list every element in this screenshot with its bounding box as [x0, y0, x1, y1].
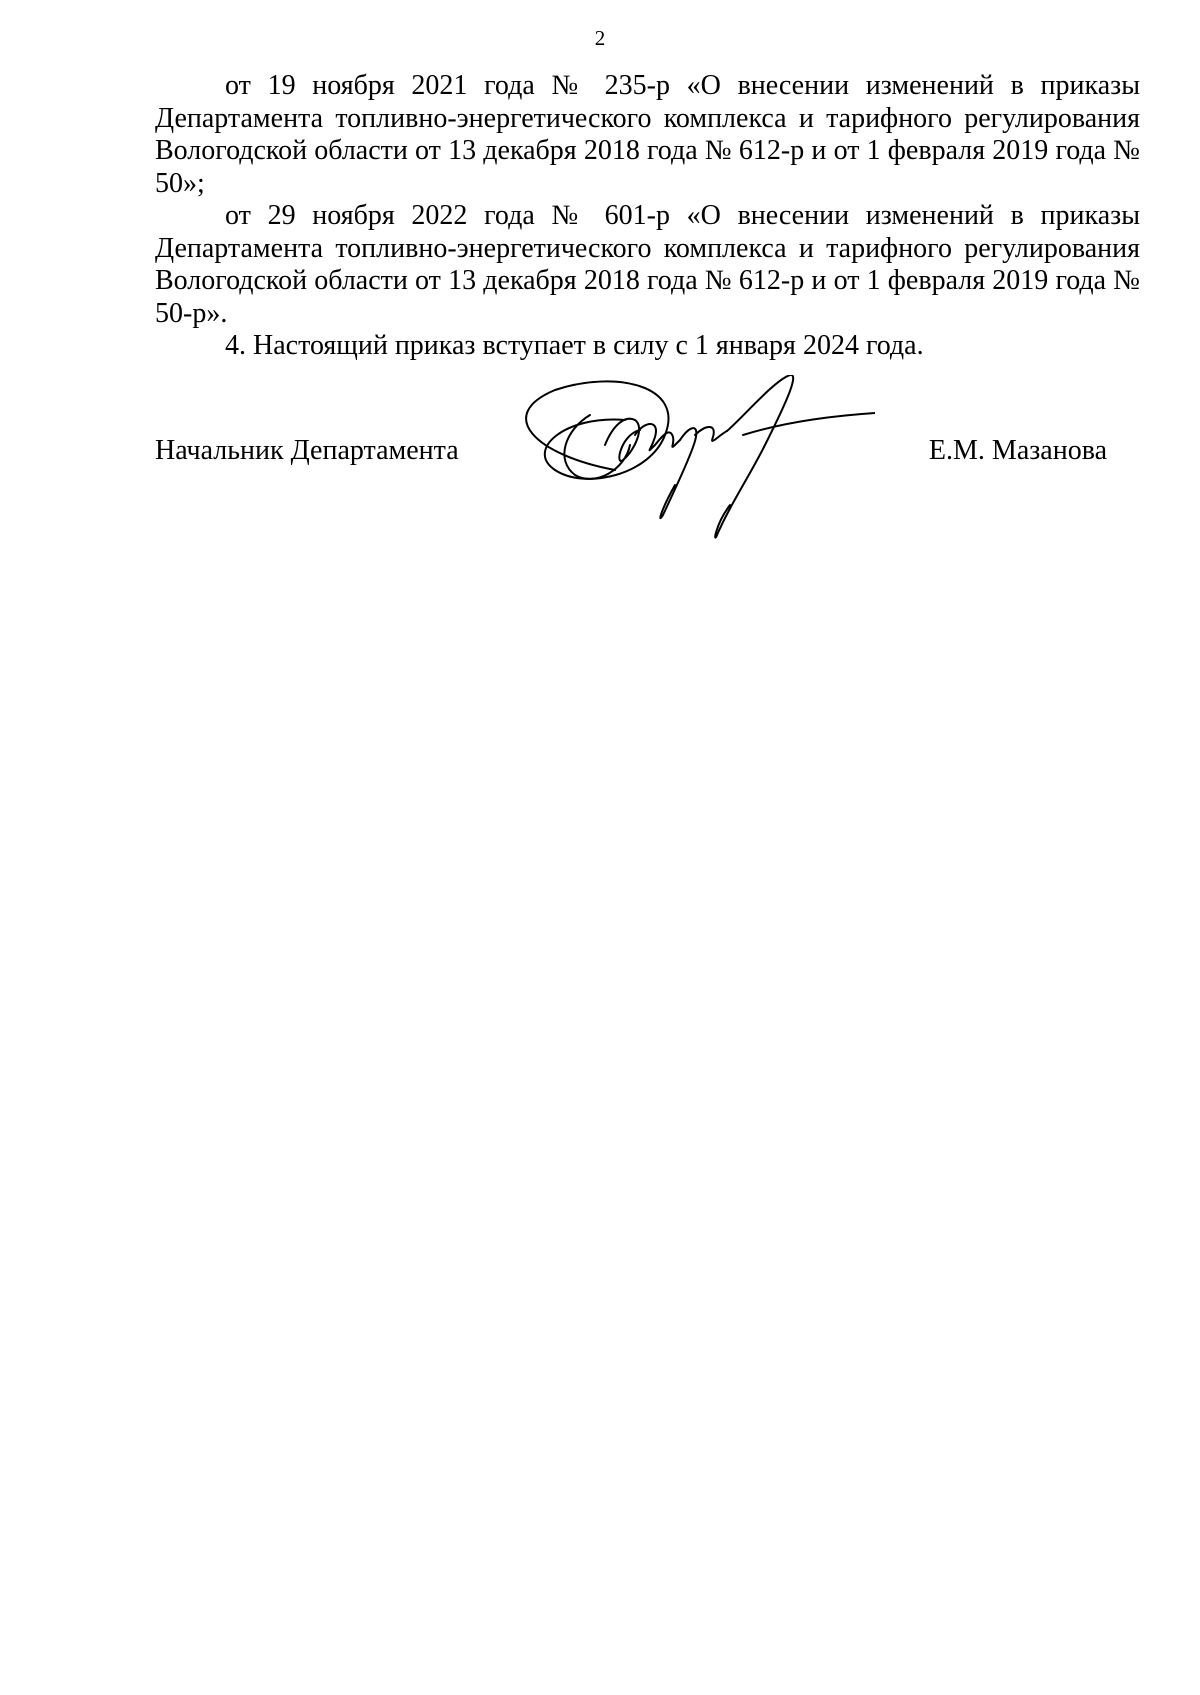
paragraph-amendment-2022: от 29 ноября 2022 года № 601-р «О внесении изменений в приказы Департамента топливно-энергетического комплекса и тарифного регулирования Вологодской области от 13 декабря 2018 года № 612-р и от 1 февраля 2019 года № 50-р».	[155, 200, 1140, 329]
signer-position: Начальник Департамента	[155, 435, 459, 466]
document-body	[155, 70, 1140, 363]
paragraph-amendment-2021: от 19 ноября 2021 года № 235-р «О внесении изменений в приказы Департамента топливно-энергетического комплекса и тарифного регулирования Вологодской области от 13 декабря 2018 года № 612-р и от 1 февраля 2019 года № 50»;	[155, 70, 1140, 199]
handwritten-signature	[495, 375, 875, 555]
page-number: 2	[594, 26, 606, 50]
paragraph-effective-date: 4. Настоящий приказ вступает в силу с 1 января 2024 года.	[225, 330, 924, 361]
signer-name: Е.М. Мазанова	[928, 435, 1107, 466]
signature-block	[155, 375, 1107, 555]
